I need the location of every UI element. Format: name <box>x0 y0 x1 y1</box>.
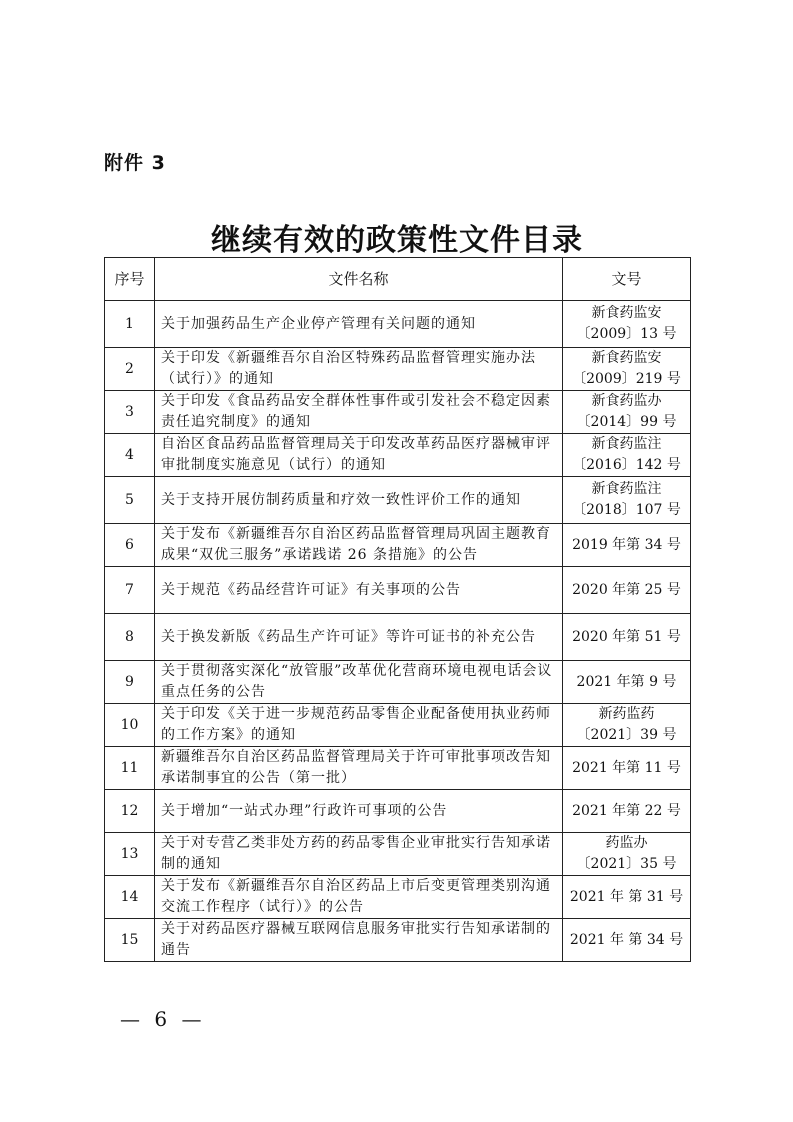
document-number-line1: 新食药监注 <box>591 436 662 452</box>
row-serial-number: 6 <box>105 524 155 567</box>
table-row <box>105 524 691 567</box>
row-document-name: 关于对专营乙类非处方药的药品零售企业审批实行告知承诺制的通知 <box>155 833 563 876</box>
document-number-line1: 药监办 <box>605 835 648 851</box>
column-header-document-number: 文号 <box>563 258 691 301</box>
row-serial-number: 14 <box>105 876 155 919</box>
row-serial-number: 1 <box>105 301 155 348</box>
page-number: — 6 — <box>120 1007 206 1031</box>
table-row <box>105 919 691 962</box>
table-row <box>105 348 691 391</box>
row-document-number <box>563 301 691 348</box>
row-document-number <box>563 391 691 434</box>
row-document-name: 关于印发《食品药品安全群体性事件或引发社会不稳定因素责任追究制度》的通知 <box>155 391 563 434</box>
row-serial-number: 13 <box>105 833 155 876</box>
document-number-line1: 2021 年 第 31 号 <box>569 888 684 905</box>
table-row <box>105 567 691 614</box>
document-number-line1: 2019 年第 34 号 <box>572 536 681 553</box>
row-document-number <box>563 348 691 391</box>
policy-document-table <box>104 257 691 962</box>
row-document-number <box>563 661 691 704</box>
table-body <box>105 301 691 962</box>
table-row <box>105 301 691 348</box>
row-serial-number: 8 <box>105 614 155 661</box>
row-serial-number: 5 <box>105 477 155 524</box>
table-row <box>105 833 691 876</box>
document-number-line1: 2021 年第 22 号 <box>572 802 681 819</box>
document-number-line2: 〔2021〕35 号 <box>576 856 677 872</box>
table-row <box>105 391 691 434</box>
document-number-line1: 2020 年第 25 号 <box>572 581 681 598</box>
table-row <box>105 661 691 704</box>
row-document-name: 关于换发新版《药品生产许可证》等许可证书的补充公告 <box>155 614 563 661</box>
row-document-number <box>563 876 691 919</box>
row-serial-number: 4 <box>105 434 155 477</box>
document-number-line1: 2021 年第 9 号 <box>576 673 677 690</box>
row-document-number <box>563 704 691 747</box>
document-number-line2: 〔2009〕219 号 <box>572 371 681 387</box>
row-document-name: 关于印发《关于进一步规范药品零售企业配备使用执业药师的工作方案》的通知 <box>155 704 563 747</box>
document-number-line2: 〔2014〕99 号 <box>576 414 677 430</box>
document-number-line2: 〔2009〕13 号 <box>576 326 677 342</box>
document-number-line2: 〔2018〕107 号 <box>572 502 681 518</box>
row-document-name: 关于加强药品生产企业停产管理有关问题的通知 <box>155 301 563 348</box>
table-row <box>105 876 691 919</box>
row-document-name: 关于对药品医疗器械互联网信息服务审批实行告知承诺制的通告 <box>155 919 563 962</box>
document-number-line1: 新药监药 <box>598 706 655 722</box>
row-serial-number: 11 <box>105 747 155 790</box>
document-number-line1: 新食药监注 <box>591 481 662 497</box>
document-number-line1: 新食药监办 <box>591 393 662 409</box>
row-document-number <box>563 790 691 833</box>
row-serial-number: 2 <box>105 348 155 391</box>
table-row <box>105 434 691 477</box>
row-document-number <box>563 567 691 614</box>
row-document-number <box>563 477 691 524</box>
column-header-document-name: 文件名称 <box>155 258 563 301</box>
table-header-row <box>105 258 691 301</box>
document-number-line1: 新食药监安 <box>591 305 662 321</box>
document-number-line1: 新食药监安 <box>591 350 662 366</box>
row-document-number <box>563 524 691 567</box>
row-serial-number: 12 <box>105 790 155 833</box>
row-document-number <box>563 833 691 876</box>
column-header-serial: 序号 <box>105 258 155 301</box>
row-document-name: 关于发布《新疆维吾尔自治区药品监督管理局巩固主题教育成果“双优三服务”承诺践诺 26 条措施》的公告 <box>155 524 563 567</box>
table-row <box>105 704 691 747</box>
table-row <box>105 614 691 661</box>
row-document-number <box>563 919 691 962</box>
row-document-name: 关于增加“一站式办理”行政许可事项的公告 <box>155 790 563 833</box>
row-document-name: 关于发布《新疆维吾尔自治区药品上市后变更管理类别沟通交流工作程序（试行）》的公告 <box>155 876 563 919</box>
document-number-line1: 2021 年 第 34 号 <box>569 931 684 948</box>
row-document-name: 关于印发《新疆维吾尔自治区特殊药品监督管理实施办法（试行）》的通知 <box>155 348 563 391</box>
row-document-number <box>563 747 691 790</box>
attachment-label: 附件 3 <box>104 152 166 174</box>
row-document-name: 关于规范《药品经营许可证》有关事项的公告 <box>155 567 563 614</box>
row-serial-number: 10 <box>105 704 155 747</box>
row-serial-number: 7 <box>105 567 155 614</box>
table-row <box>105 790 691 833</box>
document-number-line1: 2021 年第 11 号 <box>572 759 681 776</box>
row-serial-number: 3 <box>105 391 155 434</box>
row-document-name: 关于支持开展仿制药质量和疗效一致性评价工作的通知 <box>155 477 563 524</box>
row-document-name: 新疆维吾尔自治区药品监督管理局关于许可审批事项改告知承诺制事宜的公告（第一批） <box>155 747 563 790</box>
row-serial-number: 15 <box>105 919 155 962</box>
row-document-name: 自治区食品药品监督管理局关于印发改革药品医疗器械审评审批制度实施意见（试行）的通知 <box>155 434 563 477</box>
document-number-line2: 〔2021〕39 号 <box>576 727 677 743</box>
row-document-number <box>563 434 691 477</box>
table-row <box>105 477 691 524</box>
document-number-line2: 〔2016〕142 号 <box>572 457 681 473</box>
row-document-name: 关于贯彻落实深化“放管服”改革优化营商环境电视电话会议重点任务的公告 <box>155 661 563 704</box>
row-serial-number: 9 <box>105 661 155 704</box>
table-row <box>105 747 691 790</box>
page-title: 继续有效的政策性文件目录 <box>211 223 583 258</box>
document-number-line1: 2020 年第 51 号 <box>572 628 681 645</box>
row-document-number <box>563 614 691 661</box>
